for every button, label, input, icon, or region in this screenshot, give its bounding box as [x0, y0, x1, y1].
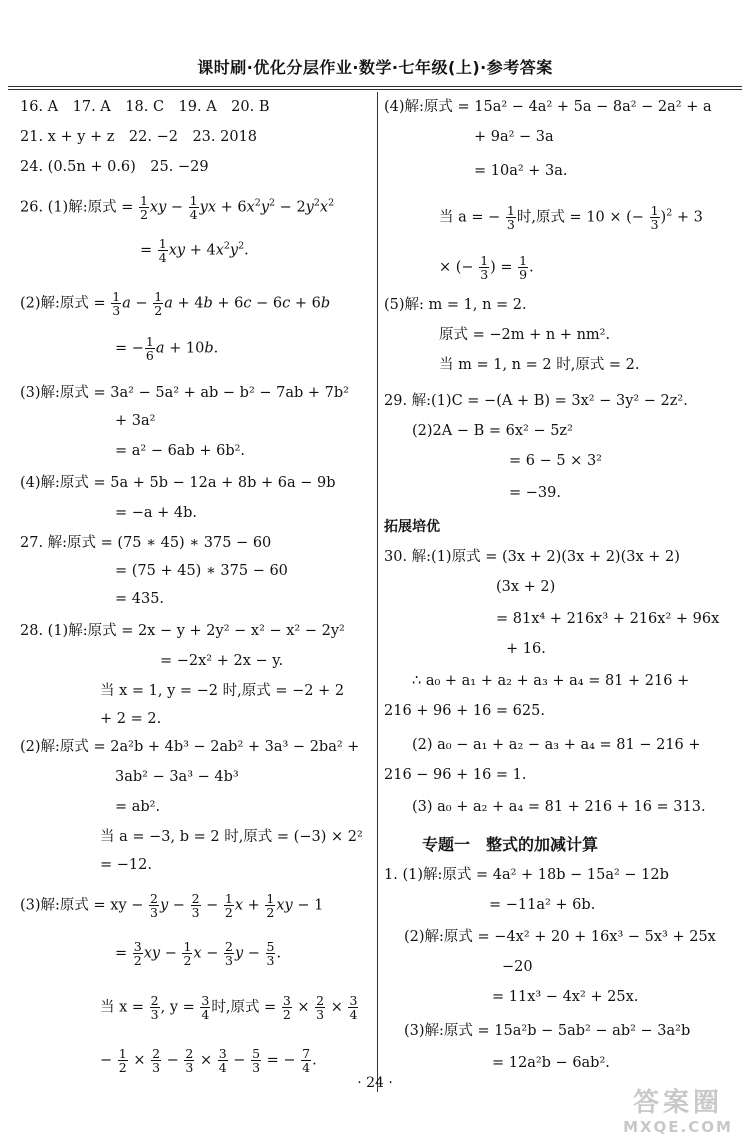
q28-part5-line3: 当 m = 1, n = 2 时,原式 = 2.: [439, 357, 640, 373]
q28-part4-line5: × (− $\frac{1}{3}$ ) = $\frac{1}{9}$ .: [439, 253, 534, 282]
q28-part2-line3: = ab².: [115, 799, 161, 815]
fraction: $\frac{1}{4}$: [189, 193, 198, 222]
fraction: $\frac{1}{3}$: [112, 289, 121, 318]
fraction: $\frac{1}{2}$: [224, 891, 233, 920]
q28-part4-line2: + 9a² − 3a: [474, 129, 554, 145]
fraction: $\frac{2}{3}$: [185, 1046, 194, 1075]
q28-part4-line3: = 10a² + 3a.: [474, 163, 568, 179]
page-header: 课时刷·优化分层作业·数学·七年级(上)·参考答案: [197, 58, 553, 77]
fraction: $\frac{2}{3}$: [152, 1046, 161, 1075]
q28-part3-line2: = $\frac{3}{2}$ xy − $\frac{1}{2}$ x − $\frac{2}{3}$ y − $\frac{5}{3}$ .: [115, 939, 282, 968]
q26-part3-line2: + 3a²: [115, 413, 156, 429]
q28-part1-line3: 当 x = 1, y = −2 时,原式 = −2 + 2: [100, 683, 345, 699]
q28-part3-line1: (3)解:原式 = xy − $\frac{2}{3}$ y − $\frac{2}{3}$ − $\frac{1}{2}$ x + $\frac{1}{2}$ xy − 1: [20, 891, 324, 920]
watermark-bottom-text: MXQE.COM: [623, 1118, 733, 1136]
q30-line5: ∴ a₀ + a₁ + a₂ + a₃ + a₄ = 81 + 216 +: [412, 673, 690, 689]
answers-21-23: 21. x + y + z 22. −2 23. 2018: [20, 129, 258, 145]
fraction: $\frac{2}{3}$: [316, 993, 325, 1022]
q28-part1-line4: + 2 = 2.: [100, 711, 162, 727]
q28-part3-line4: − $\frac{1}{2}$ × $\frac{2}{3}$ − $\frac{2}{3}$ × $\frac{3}{4}$ − $\frac{5}{3}$ = − $\frac{7}{4}$ .: [100, 1046, 317, 1075]
section-title: 专题一 整式的加减计算: [422, 835, 599, 854]
q26-part4-line2: = −a + 4b.: [115, 505, 198, 521]
answers-16-20: 16. A 17. A 18. C 19. A 20. B: [20, 99, 270, 115]
q27-line3: = 435.: [115, 591, 165, 607]
q28-part4-line4: 当 a = − $\frac{1}{3}$ 时,原式 = 10 × (− $\frac{1}{3}$ )$^2$ + 3: [439, 203, 703, 232]
q27-line1: 27. 解:原式 = (75 ∗ 45) ∗ 375 − 60: [20, 535, 272, 551]
q28-part5-line1: (5)解: m = 1, n = 2.: [384, 297, 527, 313]
fraction: $\frac{3}{4}$: [349, 993, 358, 1022]
s1-part2-line1: (2)解:原式 = −4x² + 20 + 16x³ − 5x³ + 25x: [404, 929, 716, 945]
fraction: $\frac{3}{2}$: [282, 993, 291, 1022]
fraction: $\frac{3}{2}$: [133, 939, 142, 968]
watermark-logo: [612, 1088, 744, 1138]
q28-part2-line2: 3ab² − 3a³ − 4b³: [115, 769, 239, 785]
q29-line4: = −39.: [509, 485, 561, 501]
extension-heading: 拓展培优: [384, 519, 440, 535]
q28-part2-line1: (2)解:原式 = 2a²b + 4b³ − 2ab² + 3a³ − 2ba² +: [20, 739, 360, 755]
s1-part1-line2: = −11a² + 6b.: [489, 897, 596, 913]
fraction: $\frac{3}{4}$: [218, 1046, 227, 1075]
q30-line9: (3) a₀ + a₂ + a₄ = 81 + 216 + 16 = 313.: [412, 799, 706, 815]
q28-part1-line1: 28. (1)解:原式 = 2x − y + 2y² − x² − x² − 2y²: [20, 623, 345, 639]
q29-line1: 29. 解:(1)C = −(A + B) = 3x² − 3y² − 2z².: [384, 393, 688, 409]
q30-line4: + 16.: [506, 641, 546, 657]
fraction: $\frac{1}{6}$: [145, 334, 154, 363]
fraction: $\frac{1}{3}$: [650, 203, 659, 232]
q28-part1-line2: = −2x² + 2x − y.: [160, 653, 284, 669]
fraction: $\frac{5}{3}$: [266, 939, 275, 968]
q26-part1-line1: 26. (1)解:原式 = $\frac{1}{2}$ xy − $\frac{1}{4}$ yx + $6x^2y^2 - 2y^2x^2$: [20, 193, 335, 222]
q28-part4-line1: (4)解:原式 = 15a² − 4a² + 5a − 8a² − 2a² + a: [384, 99, 712, 115]
fraction: $\frac{1}{4}$: [158, 236, 167, 265]
fraction: $\frac{2}{3}$: [191, 891, 200, 920]
fraction: $\frac{1}{2}$: [183, 939, 192, 968]
q30-line8: 216 − 96 + 16 = 1.: [384, 767, 527, 783]
q30-line6: 216 + 96 + 16 = 625.: [384, 703, 545, 719]
header-rule: [8, 86, 742, 90]
q26-part3-line3: = a² − 6ab + 6b².: [115, 443, 246, 459]
q26-part4-line1: (4)解:原式 = 5a + 5b − 12a + 8b + 6a − 9b: [20, 475, 336, 491]
s1-part2-line3: = 11x³ − 4x² + 25x.: [492, 989, 639, 1005]
s1-part1-line1: 1. (1)解:原式 = 4a² + 18b − 15a² − 12b: [384, 867, 669, 883]
fraction: $\frac{2}{3}$: [224, 939, 233, 968]
fraction: $\frac{7}{4}$: [302, 1046, 311, 1075]
fraction: $\frac{1}{2}$: [118, 1046, 127, 1075]
q28-part5-line2: 原式 = −2m + n + nm².: [439, 327, 611, 343]
fraction: $\frac{3}{4}$: [201, 993, 210, 1022]
fraction: $\frac{1}{2}$: [139, 193, 148, 222]
watermark-top-text: 答案圈: [632, 1088, 723, 1118]
column-divider: [377, 92, 378, 1092]
q30-line1: 30. 解:(1)原式 = (3x + 2)(3x + 2)(3x + 2): [384, 549, 680, 565]
fraction: $\frac{1}{3}$: [480, 253, 489, 282]
q28-part2-line5: = −12.: [100, 857, 152, 873]
fraction: $\frac{2}{3}$: [150, 891, 158, 920]
q30-line7: (2) a₀ − a₁ + a₂ − a₃ + a₄ = 81 − 216 +: [412, 737, 701, 753]
answers-24-25: 24. (0.5n + 0.6) 25. −29: [20, 159, 209, 175]
q26-part3-line1: (3)解:原式 = 3a² − 5a² + ab − b² − 7ab + 7b²: [20, 385, 349, 401]
q29-line3: = 6 − 5 × 3²: [509, 453, 602, 469]
page-number: · 24 ·: [357, 1075, 393, 1091]
q29-line2: (2)2A − B = 6x² − 5z²: [412, 423, 573, 439]
q28-part3-line3: 当 x = $\frac{2}{3}$ , y = $\frac{3}{4}$ 时,原式 = $\frac{3}{2}$ × $\frac{2}{3}$ × $\frac{3}{4}$: [100, 993, 358, 1022]
s1-part2-line2: −20: [502, 959, 533, 975]
q26-part2-line2: = − $\frac{1}{6}$ a + 10b.: [115, 334, 219, 363]
q27-line2: = (75 + 45) ∗ 375 − 60: [115, 563, 288, 579]
fraction: $\frac{1}{2}$: [154, 289, 163, 318]
q30-line2: (3x + 2): [496, 579, 556, 595]
fraction: $\frac{5}{3}$: [252, 1046, 261, 1075]
q28-part2-line4: 当 a = −3, b = 2 时,原式 = (−3) × 2²: [100, 829, 363, 845]
s1-part3-line1: (3)解:原式 = 15a²b − 5ab² − ab² − 3a²b: [404, 1023, 691, 1039]
fraction: $\frac{1}{3}$: [506, 203, 515, 232]
q30-line3: = 81x⁴ + 216x³ + 216x² + 96x: [496, 611, 720, 627]
fraction: $\frac{1}{2}$: [266, 891, 275, 920]
s1-part3-line2: = 12a²b − 6ab².: [492, 1055, 610, 1071]
fraction: $\frac{1}{9}$: [519, 253, 528, 282]
q26-part2-line1: (2)解:原式 = $\frac{1}{3}$ a − $\frac{1}{2}$ a + 4b + 6c − 6c + 6b: [20, 289, 331, 318]
q26-part1-line2: = $\frac{1}{4}$ xy + $4x^2y^2$.: [140, 236, 249, 265]
fraction: $\frac{2}{3}$: [150, 993, 159, 1022]
